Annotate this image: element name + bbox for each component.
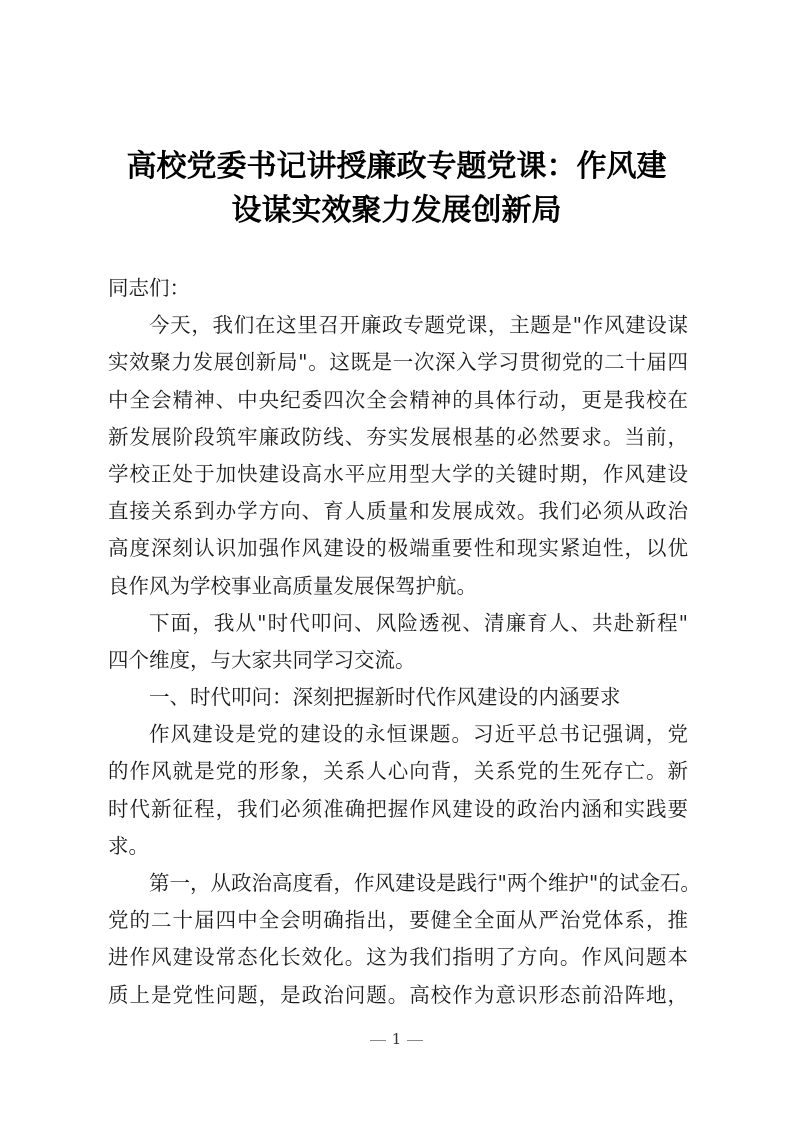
body-text-line: 中全会精神、中央纪委四次全会精神的具体行动，更是我校在 (108, 387, 688, 412)
body-text-line: 同志们： (108, 276, 190, 300)
body-text-line: 进作风建设常态化长效化。这为我们指明了方向。作风问题本 (108, 945, 688, 970)
footer-dash-right (407, 1040, 423, 1041)
body-text-line: 学校正处于加快建设高水平应用型大学的关键时期，作风建设 (108, 461, 688, 486)
body-text-line: 时代新征程，我们必须准确把握作风建设的政治内涵和实践要 (108, 796, 688, 821)
document-body (108, 270, 701, 1014)
page-number: 1 (391, 1030, 402, 1048)
title-line-1: 高校党委书记讲授廉政专题党课：作风建 (126, 149, 667, 184)
page-number-footer (0, 1030, 793, 1048)
body-text-line: 求。 (108, 833, 149, 858)
document-title (100, 145, 693, 233)
body-text-line: 质上是党性问题，是政治问题。高校作为意识形态前沿阵地， (108, 982, 688, 1007)
body-text-line: 今天，我们在这里召开廉政专题党课，主题是"作风建设谋 (149, 313, 688, 338)
body-text-line: 良作风为学校事业高质量发展保驾护航。 (108, 573, 477, 598)
body-text-line: 下面，我从"时代叩问、风险透视、清廉育人、共赴新程" (149, 610, 688, 635)
body-text-line: 的作风就是党的形象，关系人心向背，关系党的生死存亡。新 (108, 759, 688, 784)
footer-dash-left (370, 1040, 386, 1041)
body-text-line: 四个维度，与大家共同学习交流。 (108, 647, 416, 672)
body-text-line: 直接关系到办学方向、育人质量和发展成效。我们必须从政治 (108, 499, 688, 524)
body-text-line: 新发展阶段筑牢廉政防线、夯实发展根基的必然要求。当前， (108, 424, 688, 449)
section-heading: 一、时代叩问：深刻把握新时代作风建设的内涵要求 (149, 685, 621, 710)
body-text-line: 党的二十届四中全会明确指出，要健全全面从严治党体系，推 (108, 908, 688, 933)
body-text-line: 作风建设是党的建设的永恒课题。习近平总书记强调，党 (149, 722, 688, 747)
body-text-line: 第一，从政治高度看，作风建设是践行"两个维护"的试金石。 (149, 871, 701, 895)
title-line-2: 设谋实效聚力发展创新局 (231, 193, 562, 228)
body-text-line: 实效聚力发展创新局"。这既是一次深入学习贯彻党的二十届四 (108, 350, 688, 375)
body-text-line: 高度深刻认识加强作风建设的极端重要性和现实紧迫性，以优 (108, 536, 688, 561)
